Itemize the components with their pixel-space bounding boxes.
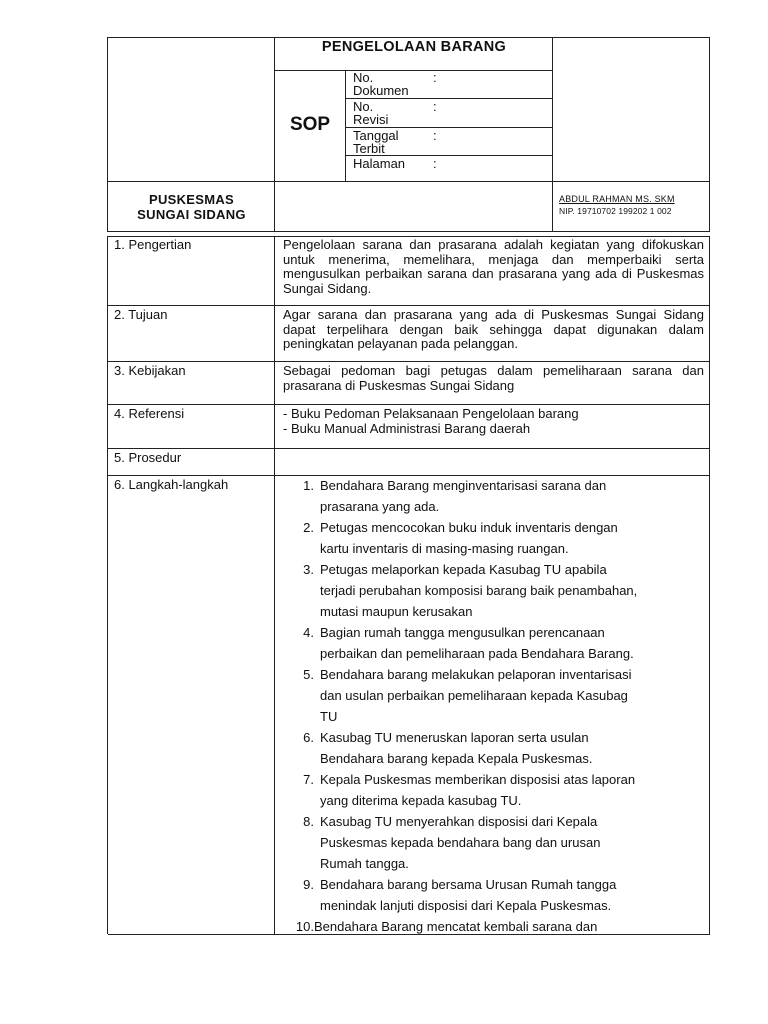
step-item [286, 475, 692, 517]
step-item [286, 664, 692, 727]
section-text-pengertian: Pengelolaan sarana dan prasarana adalah kegiatan yang difokuskan untuk menerima, memelihara, menjaga dan memperbaiki serta mengusulkan perbaikan sarana dan prasarana yang ada di Puskesmas Sungai Sidang. [283, 237, 704, 296]
step-item [286, 916, 692, 937]
step-line: perbaikan dan pemeliharaan pada Bendahara Barang. [320, 646, 634, 661]
step-text [320, 559, 692, 622]
step-number: 7. [303, 772, 314, 787]
meta-label: Tanggal Terbit [353, 128, 399, 156]
section-label-prosedur: 5. Prosedur [114, 450, 182, 465]
step-line: mutasi maupun kerusakan [320, 604, 473, 619]
step-item [286, 811, 692, 874]
referensi-item: - Buku Pedoman Pelaksanaan Pengelolaan barang [283, 406, 579, 421]
step-line: Bendahara barang bersama Urusan Rumah tangga [320, 877, 617, 892]
step-line: Bendahara barang kepada Kepala Puskesmas. [320, 751, 593, 766]
signer-name: ABDUL RAHMAN MS. SKM [559, 194, 675, 204]
step-item [286, 622, 692, 664]
step-text [320, 622, 692, 664]
step-number: 9. [303, 877, 314, 892]
step-text [320, 475, 692, 517]
step-text [320, 517, 692, 559]
section-label-langkah: 6. Langkah-langkah [114, 477, 229, 492]
section-text-kebijakan: Sebagai pedoman bagi petugas dalam pemeliharaan sarana dan prasarana di Puskesmas Sungai Sidang [283, 363, 704, 393]
step-text [314, 916, 692, 937]
meta-row-tanggal-terbit [348, 129, 553, 156]
referensi-item: - Buku Manual Administrasi Barang daerah [283, 420, 531, 436]
meta-colon: : [433, 128, 437, 143]
org-line-2: SUNGAI SIDANG [137, 207, 246, 222]
step-item [286, 727, 692, 769]
step-text [320, 727, 692, 769]
step-item [286, 874, 692, 916]
step-text [320, 769, 692, 811]
step-line: Bendahara barang melakukan pelaporan inventarisasi [320, 667, 632, 682]
sop-body-table [107, 236, 710, 934]
step-item [286, 769, 692, 811]
organization-name [108, 181, 275, 233]
step-item [286, 517, 692, 559]
meta-row-no-revisi [348, 100, 553, 127]
step-number: 2. [303, 520, 314, 535]
section-label-kebijakan: 3. Kebijakan [114, 363, 186, 378]
step-text [320, 874, 692, 916]
step-text [320, 811, 692, 874]
step-number: 3. [303, 562, 314, 577]
sop-header-table [107, 37, 710, 232]
step-number: 6. [303, 730, 314, 745]
meta-label: No. Revisi [353, 99, 389, 127]
step-item [286, 559, 692, 622]
section-text-referensi [283, 407, 704, 436]
step-line: menindak lanjuti disposisi dari Kepala Puskesmas. [320, 898, 612, 913]
step-line: prasarana yang ada. [320, 499, 440, 514]
step-number: 8. [303, 814, 314, 829]
step-number: 5. [303, 667, 314, 682]
step-line: TU [320, 709, 338, 724]
meta-label: Halaman [353, 156, 406, 171]
step-line: Bendahara Barang mencatat kembali sarana dan [314, 919, 598, 934]
meta-colon: : [433, 156, 437, 171]
step-number: 10. [295, 919, 314, 934]
step-line: Rumah tangga. [320, 856, 409, 871]
meta-label: No. Dokumen [353, 70, 409, 98]
step-line: Bagian rumah tangga mengusulkan perencanaan [320, 625, 605, 640]
section-label-pengertian: 1. Pengertian [114, 237, 192, 252]
step-line: Kasubag TU meneruskan laporan serta usulan [320, 730, 589, 745]
section-label-referensi: 4. Referensi [114, 406, 185, 421]
step-text [320, 664, 692, 727]
sop-label: SOP [289, 114, 331, 135]
meta-colon: : [433, 70, 437, 85]
section-text-tujuan: Agar sarana dan prasarana yang ada di Puskesmas Sungai Sidang dapat terpelihara dengan baik sehingga dapat digunakan dalam peningkatan pelayanan pada pelanggan. [283, 307, 704, 351]
step-line: Kasubag TU menyerahkan disposisi dari Kepala [320, 814, 598, 829]
step-number: 1. [303, 478, 314, 493]
signer-nip: NIP. 19710702 199202 1 002 [559, 206, 672, 216]
step-line: Petugas mencocokan buku induk inventaris dengan [320, 520, 618, 535]
step-line: Kepala Puskesmas memberikan disposisi atas laporan [320, 772, 636, 787]
step-line: dan usulan perbaikan pemeliharaan kepada Kasubag [320, 688, 628, 703]
section-label-tujuan: 2. Tujuan [114, 307, 168, 322]
meta-colon: : [433, 99, 437, 114]
step-line: Bendahara Barang menginventarisasi sarana dan [320, 478, 607, 493]
step-line: yang diterima kepada kasubag TU. [320, 793, 522, 808]
steps-list [286, 475, 692, 937]
step-number: 4. [303, 625, 314, 640]
meta-row-no-dokumen [348, 71, 553, 98]
step-line: kartu inventaris di masing-masing ruangan. [320, 541, 569, 556]
step-line: terjadi perubahan komposisi barang baik penambahan, [320, 583, 638, 598]
org-line-1: PUSKESMAS [148, 192, 235, 207]
meta-row-halaman [348, 157, 553, 177]
step-line: Petugas melaporkan kepada Kasubag TU apabila [320, 562, 607, 577]
step-line: Puskesmas kepada bendahara bang dan urusan [320, 835, 601, 850]
document-title: PENGELOLAAN BARANG [321, 39, 507, 55]
